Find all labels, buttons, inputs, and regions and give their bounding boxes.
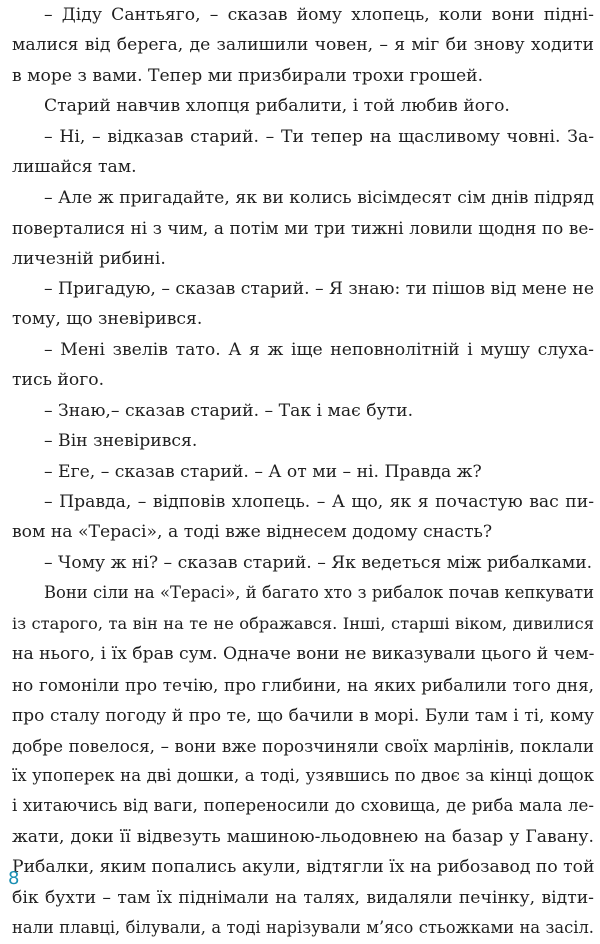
text-line: – Мені звелів тато. А я ж іще неповнолітній і мушу слуха- xyxy=(44,339,594,360)
text-line: – Але ж пригадайте, як ви колись вісімдесят сім днів підряд xyxy=(44,187,594,208)
text-line: Вони сіли на «Терасі», й багато хто з рибалок почав кепкувати xyxy=(44,583,594,603)
text-line: личезній рибині. xyxy=(12,248,166,269)
text-line: бік бухти – там їх піднімали на талях, видаляли печінку, відти- xyxy=(12,887,594,908)
text-line: – Чому ж ні? – сказав старий. – Як ведеться між рибалками. xyxy=(44,552,593,573)
text-line: но гомоніли про течію, про глибини, на яких рибалили того дня, xyxy=(12,674,594,695)
text-line: Старий навчив хлопця рибалити, і той любив його. xyxy=(44,96,510,117)
text-line: жати, доки її відвезуть машиною-льодовнею на базар у Гавану. xyxy=(12,826,594,847)
page-number: 8 xyxy=(8,868,20,889)
text-line: із старого, та він на те не ображався. Інші, старші віком, дивилися xyxy=(12,613,594,633)
text-line: їх упоперек на дві дошки, а тоді, узявшись по двоє за кінці дощок xyxy=(12,765,594,785)
text-line: малися від берега, де залишили човен, – я міг би знову ходити xyxy=(12,35,594,56)
text-line: – Знаю,– сказав старий. – Так і має бути. xyxy=(44,400,414,421)
text-line: – Еге, – сказав старий. – А от ми – ні. Правда ж? xyxy=(44,461,482,482)
text-line: нали плавці, білували, а тоді нарізували м’ясо стьожками на засіл. xyxy=(12,918,594,938)
text-line: – Правда, – відповів хлопець. – А що, як я почастую вас пи- xyxy=(44,492,594,512)
body-text xyxy=(12,0,594,944)
text-line: вом на «Терасі», а тоді вже віднесем додому снасть? xyxy=(12,522,493,543)
text-line: – Він зневірився. xyxy=(44,431,198,452)
text-line: тому, що зневірився. xyxy=(12,309,203,330)
text-line: в море з вами. Тепер ми призбирали трохи грошей. xyxy=(12,65,484,86)
text-line: лишайся там. xyxy=(12,157,137,178)
text-line: Рибалки, яким попались акули, відтягли їх на рибозавод по той xyxy=(12,857,595,878)
text-line: – Ні, – відказав старий. – Ти тепер на щасливому човні. За- xyxy=(44,126,594,147)
text-line: добре повелося, – вони вже порозчиняли своїх марлінів, поклали xyxy=(12,735,594,756)
text-line: про сталу погоду й про те, що бачили в морі. Були там і ті, кому xyxy=(12,705,594,726)
text-line: і хитаючись від ваги, попереносили до сховища, де риба мала ле- xyxy=(12,796,594,816)
text-line: на нього, і їх брав сум. Одначе вони не виказували цього й чем- xyxy=(12,644,595,665)
text-line: – Діду Сантьяго, – сказав йому хлопець, коли вони підні- xyxy=(44,5,594,25)
text-line: – Пригадую, – сказав старий. – Я знаю: ти пішов від мене не xyxy=(44,278,595,299)
text-line: тись його. xyxy=(12,370,105,391)
text-line: поверталися ні з чим, а потім ми три тижні ловили щодня по ве- xyxy=(12,218,594,239)
